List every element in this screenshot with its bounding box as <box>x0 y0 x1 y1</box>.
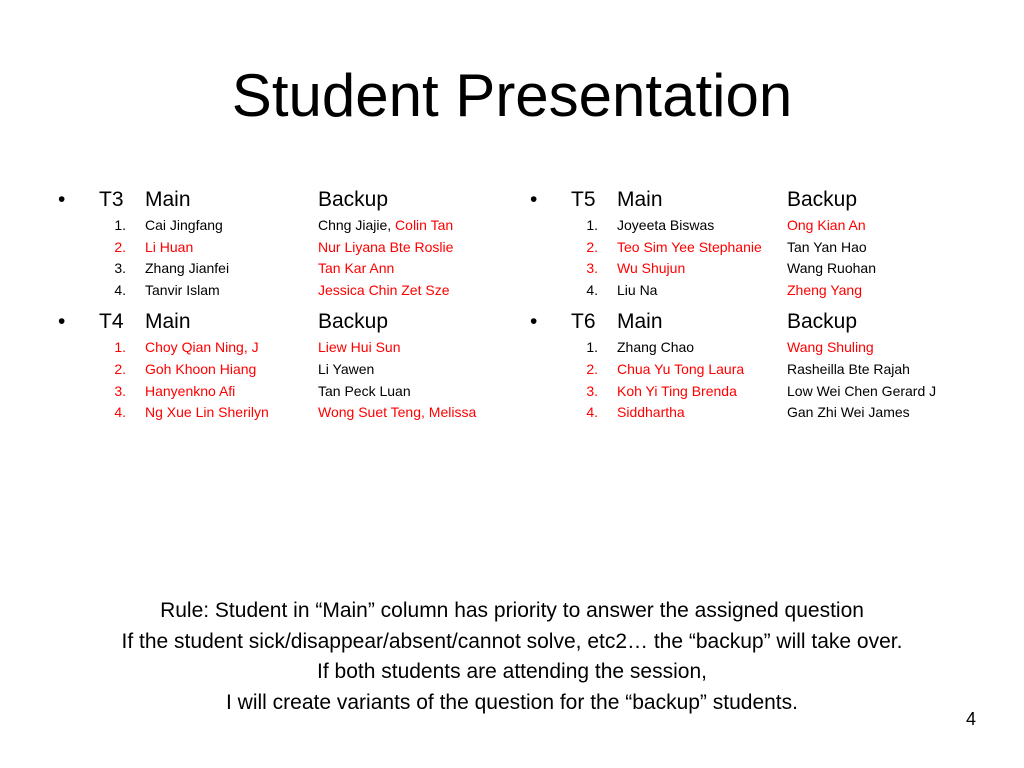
main-student-name: Li Huan <box>145 238 194 255</box>
backup-name-part: Chng Jiajie, <box>318 217 396 233</box>
backup-student-name <box>787 402 910 424</box>
rule-line: If the student sick/disappear/absent/cannot solve, etc2… the “backup” will take over. <box>121 629 903 653</box>
row-number: 1. <box>586 217 598 233</box>
row-number: 2. <box>586 360 598 377</box>
backup-column-header: Backup <box>787 188 858 211</box>
row-number: 4. <box>114 404 126 421</box>
main-student-name: Zhang Chao <box>617 339 695 356</box>
row-number: 2. <box>586 238 598 255</box>
tutorial-label: T3 <box>99 188 124 211</box>
row-number: 3. <box>114 382 126 399</box>
backup-student-name <box>318 258 394 280</box>
backup-name-part: Rasheilla Bte Rajah <box>787 360 910 377</box>
row-number: 2. <box>114 360 126 377</box>
backup-name-part: Wang Ruohan <box>787 260 876 277</box>
main-column-header: Main <box>617 310 663 334</box>
backup-student-name <box>318 381 411 403</box>
row-number: 4. <box>586 281 598 298</box>
backup-name-part: Tan Kar Ann <box>318 260 395 277</box>
backup-name-part: Li Yawen <box>318 360 375 377</box>
backup-name-part: Nur Liyana Bte Roslie <box>318 238 454 255</box>
main-student-name: Siddhartha <box>617 404 685 421</box>
backup-student-name <box>787 215 866 237</box>
backup-student-name <box>318 337 401 359</box>
main-student-name: Zhang Jianfei <box>145 260 230 277</box>
main-student-name: Joyeeta Biswas <box>617 217 715 233</box>
main-column-header: Main <box>145 310 191 334</box>
row-number: 3. <box>586 382 598 399</box>
row-number: 4. <box>114 281 126 298</box>
backup-column-header: Backup <box>787 310 858 334</box>
row-number: 1. <box>114 339 126 356</box>
main-student-name: Cai Jingfang <box>145 217 223 233</box>
backup-student-name <box>787 258 876 280</box>
backup-column-header: Backup <box>318 310 389 334</box>
row-number: 2. <box>114 238 126 255</box>
main-column-header: Main <box>617 188 663 211</box>
main-student-name: Tanvir Islam <box>145 281 220 298</box>
main-student-name: Wu Shujun <box>617 260 686 277</box>
backup-name-part: Gan Zhi Wei James <box>787 404 910 421</box>
rule-line: I will create variants of the question for the “backup” students. <box>226 690 798 714</box>
backup-student-name <box>318 280 450 302</box>
bullet-icon: • <box>530 310 538 334</box>
backup-student-name <box>787 359 910 381</box>
main-student-name: Ng Xue Lin Sherilyn <box>145 404 269 421</box>
backup-name-part: Tan Peck Luan <box>318 382 411 399</box>
tutorial-label: T4 <box>99 310 124 334</box>
row-number: 1. <box>114 217 126 233</box>
backup-name-part: Wong Suet Teng, Melissa <box>318 404 477 421</box>
backup-name-part: Zheng Yang <box>787 281 862 298</box>
main-student-name: Hanyenkno Afi <box>145 382 236 399</box>
main-student-name: Choy Qian Ning, J <box>145 339 259 356</box>
row-number: 3. <box>114 260 126 277</box>
main-student-name: Teo Sim Yee Stephanie <box>617 238 762 255</box>
bullet-icon: • <box>58 310 66 334</box>
backup-student-name <box>787 237 867 259</box>
tutorial-label: T5 <box>571 188 596 211</box>
backup-student-name <box>787 280 862 302</box>
backup-name-part: Liew Hui Sun <box>318 339 401 356</box>
backup-student-name <box>318 237 453 259</box>
main-column-header: Main <box>145 188 191 211</box>
page-number: 4 <box>965 709 976 729</box>
backup-name-part: Low Wei Chen Gerard J <box>787 382 937 399</box>
main-student-name: Koh Yi Ting Brenda <box>617 382 737 399</box>
backup-student-name <box>318 359 374 381</box>
rule-line: Rule: Student in “Main” column has priority to answer the assigned question <box>160 599 864 622</box>
main-student-name: Liu Na <box>617 281 658 298</box>
row-number: 1. <box>586 339 598 356</box>
bullet-icon: • <box>58 188 66 211</box>
backup-name-part: Wang Shuling <box>787 339 874 356</box>
backup-student-name <box>318 215 453 237</box>
backup-name-part: Colin Tan <box>395 217 454 233</box>
backup-column-header: Backup <box>318 188 389 211</box>
row-number: 4. <box>586 404 598 421</box>
backup-name-part: Jessica Chin Zet Sze <box>318 281 450 298</box>
row-number: 3. <box>586 260 598 277</box>
rule-line: If both students are attending the session, <box>317 660 707 683</box>
backup-name-part: Tan Yan Hao <box>787 238 867 255</box>
main-student-name: Goh Khoon Hiang <box>145 360 257 377</box>
backup-student-name <box>787 381 936 403</box>
main-student-name: Chua Yu Tong Laura <box>617 360 745 377</box>
bullet-icon: • <box>530 188 538 211</box>
backup-student-name <box>787 337 874 359</box>
rule-text <box>0 596 1024 718</box>
backup-student-name <box>318 402 476 424</box>
slide-title: Student Presentation <box>231 62 793 129</box>
backup-name-part: Ong Kian An <box>787 217 866 233</box>
tutorial-label: T6 <box>571 310 596 334</box>
